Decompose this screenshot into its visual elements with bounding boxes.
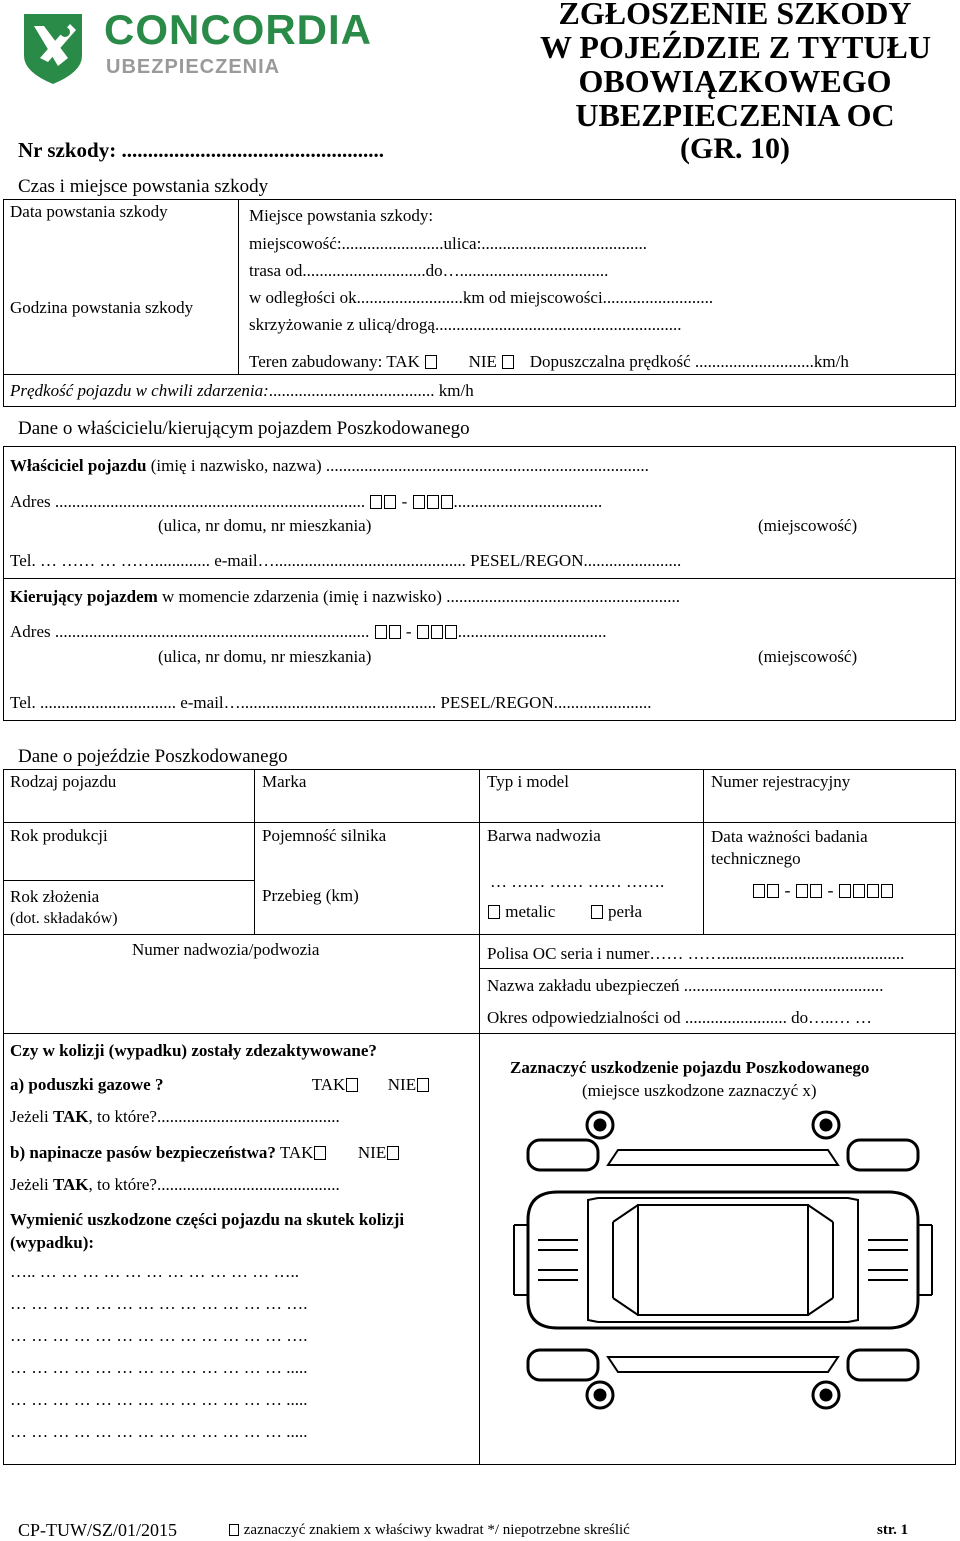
pretensioners-yes-checkbox[interactable] [314, 1146, 326, 1160]
place-crossing: skrzyżowanie z ulicą/drogą.......................................................... [249, 315, 682, 334]
claim-number: Nr szkody: .................................................. [18, 138, 384, 162]
place-distance: w odległości ok.........................km od miejscowości.......................... [249, 288, 714, 307]
date-label: Data powstania szkody [10, 202, 168, 221]
driver-city-hint: (miejscowość) [758, 647, 858, 666]
date-box[interactable] [810, 884, 822, 898]
parts-line-3: … … … … … … … … … … … … … …. [10, 1326, 308, 1345]
section2-table [3, 446, 956, 721]
date-box[interactable] [767, 884, 779, 898]
hour-label: Godzina powstania szkody [10, 298, 194, 317]
vin-label: Numer nadwozia/podwozia [132, 940, 320, 959]
engine-capacity-label: Pojemność silnika [262, 826, 387, 845]
airbags-yes-label: TAK [311, 1075, 346, 1094]
parts-line-6: … … … … … … … … … … … … … ..... [10, 1422, 308, 1441]
footer-note: zaznaczyć znakiem x właściwy kwadrat */ niepotrzebne skreślić [243, 1522, 630, 1538]
driver-row [10, 587, 680, 607]
assembly-year-line2: (dot. składaków) [10, 910, 118, 927]
logo [18, 6, 372, 88]
which-yes: TAK [52, 1107, 89, 1126]
document-title [540, 0, 930, 166]
date-box[interactable] [867, 884, 879, 898]
policy-number: Polisa OC seria i numer…… ……........................................... [487, 944, 905, 963]
which-prefix: Jeżeli [10, 1175, 53, 1194]
body-colour-label: Barwa nadwozia [487, 826, 601, 845]
pearl-label: perła [608, 902, 643, 921]
assembly-year-line1: Rok złożenia [10, 887, 100, 906]
which-rest: , to które?........................................... [88, 1175, 340, 1194]
production-year-label: Rok produkcji [10, 826, 108, 845]
inspection-date-line2: technicznego [711, 849, 801, 868]
postcode-box[interactable] [417, 625, 429, 639]
car-diagram[interactable] [508, 1110, 938, 1410]
registration-label: Numer rejestracyjny [711, 772, 851, 791]
pretensioners-no-label: NIE [357, 1143, 387, 1162]
postcode-box[interactable] [384, 495, 396, 509]
title-line-5: (GR. 10) [680, 132, 790, 165]
pearl-checkbox[interactable] [591, 905, 603, 919]
damage-mark-title: Zaznaczyć uszkodzenie pojazdu Poszkodowanego [510, 1058, 870, 1077]
speed-row [10, 381, 474, 401]
legend-checkbox-icon [229, 1524, 239, 1536]
builtup-no-label: NIE [468, 352, 497, 371]
insurer-name: Nazwa zakładu ubezpieczeń ............................................... [487, 976, 884, 995]
parts-line-4: … … … … … … … … … … … … … ..... [10, 1358, 308, 1377]
footer-note-row [228, 1522, 630, 1539]
airbags-yes-checkbox[interactable] [346, 1078, 358, 1092]
builtup-row [249, 352, 849, 372]
place-city: miejscowość:........................ulica:....................................... [249, 234, 648, 253]
owner-rest: (imię i nazwisko, nazwa) ............................................................................ [146, 456, 649, 475]
owner-city-hint: (miejscowość) [758, 516, 858, 535]
driver-rest: w momencie zdarzenia (imię i nazwisko) ....................................................... [157, 587, 680, 606]
concordia-logo-icon [18, 8, 88, 86]
driver-city: ................................... [457, 622, 607, 641]
builtup-label: Teren zabudowany: TAK [249, 352, 420, 371]
driver-address-row: Adres .......................................................................... - ................................... [10, 622, 607, 641]
which-yes: TAK [52, 1175, 89, 1194]
speed-value: ....................................... km/h [268, 381, 474, 400]
postcode-box[interactable] [375, 625, 387, 639]
which-prefix: Jeżeli [10, 1107, 53, 1126]
postcode-box[interactable] [441, 495, 453, 509]
policy-period: Okres odpowiedzialności od ........................ do…..… … [487, 1008, 872, 1027]
damaged-parts-line2: (wypadku): [10, 1233, 95, 1252]
speed-limit: Dopuszczalna prędkość ............................km/h [529, 352, 849, 371]
model-label: Typ i model [487, 772, 569, 791]
assembly-year-label [10, 886, 118, 930]
pretensioners-label: b) napinacze pasów bezpieczeństwa? [10, 1143, 276, 1162]
metallic-label: metalic [505, 902, 556, 921]
place-label: Miejsce powstania szkody: [249, 206, 434, 225]
postcode-box[interactable] [389, 625, 401, 639]
title-line-1: ZGŁOSZENIE SZKODY [558, 0, 912, 31]
vehicle-type-label: Rodzaj pojazdu [10, 772, 117, 791]
section1-heading: Czas i miejsce powstania szkody [18, 176, 269, 197]
postcode-box[interactable] [431, 625, 443, 639]
builtup-no-checkbox[interactable] [502, 355, 514, 369]
title-line-3: OBOWIĄZKOWEGO [578, 63, 892, 99]
owner-street-hint: (ulica, nr domu, nr mieszkania) [158, 516, 372, 535]
mileage-label: Przebieg (km) [262, 886, 359, 905]
driver-address: Adres .......................................................................... [10, 622, 370, 641]
postcode-box[interactable] [413, 495, 425, 509]
pretensioners-row [10, 1143, 400, 1163]
owner-address-row: Adres ......................................................................... - ................................... [10, 492, 603, 511]
form-code: CP-TUW/SZ/01/2015 [18, 1520, 178, 1540]
damaged-parts-line1: Wymienić uszkodzone części pojazdu na skutek kolizji [10, 1210, 405, 1229]
damage-mark-sub: (miejsce uszkodzone zaznaczyć x) [582, 1081, 817, 1100]
inspection-date-label [711, 826, 868, 870]
date-box[interactable] [753, 884, 765, 898]
postcode-box[interactable] [445, 625, 457, 639]
parts-line-5: … … … … … … … … … … … … … ..... [10, 1390, 308, 1409]
postcode-box[interactable] [427, 495, 439, 509]
driver-street-hint: (ulica, nr domu, nr mieszkania) [158, 647, 372, 666]
owner-label: Właściciel pojazdu [10, 456, 147, 475]
which-rest: , to które?........................................... [88, 1107, 340, 1126]
postcode-box[interactable] [370, 495, 382, 509]
owner-city: ................................... [453, 492, 603, 511]
speed-label: Prędkość pojazdu w chwili zdarzenia: [10, 381, 269, 400]
owner-tel-row: Tel. … …… … ……............. e-mail…............................................. PESEL/REGON....................... [10, 551, 682, 570]
page-number: str. 1 [877, 1522, 909, 1538]
pretensioners-yes-label: TAK [279, 1143, 314, 1162]
date-box[interactable] [881, 884, 893, 898]
metallic-checkbox[interactable] [488, 905, 500, 919]
airbags-no-label: NIE [387, 1075, 417, 1094]
owner-address: Adres ......................................................................... [10, 492, 366, 511]
section3-heading: Dane o pojeździe Poszkodowanego [18, 746, 288, 767]
airbags-label: a) poduszki gazowe ? [10, 1075, 164, 1094]
parts-line-1: ….. … … … … … … … … … … … ….. [10, 1262, 299, 1281]
place-route: trasa od.............................do…................................... [249, 261, 609, 280]
title-line-4: UBEZPIECZENIA OC [575, 97, 895, 133]
make-label: Marka [262, 772, 307, 791]
parts-line-2: … … … … … … … … … … … … … …. [10, 1294, 308, 1313]
airbags-no-checkbox[interactable] [417, 1078, 429, 1092]
colour-dots: … …… …… …… ……. [490, 872, 665, 891]
title-line-2: W POJEŹDZIE Z TYTUŁU [540, 29, 931, 65]
damaged-parts-label [10, 1208, 404, 1254]
driver-tel-row: Tel. ................................ e-mail….............................................. PESEL/REGON....................... [10, 693, 652, 712]
logo-brand: CONCORDIA [104, 6, 372, 53]
inspection-date-line1: Data ważności badania [711, 827, 868, 846]
builtup-yes-checkbox[interactable] [425, 355, 437, 369]
airbags-which [10, 1107, 340, 1127]
date-box[interactable] [853, 884, 865, 898]
airbags-row [10, 1075, 430, 1095]
inspection-date-boxes: - - [752, 880, 894, 901]
date-box[interactable] [839, 884, 851, 898]
driver-label: Kierujący pojazdem [10, 587, 158, 606]
owner-row [10, 456, 649, 476]
paint-options [487, 902, 642, 922]
pretensioners-which [10, 1175, 340, 1195]
section2-heading: Dane o właścicielu/kierującym pojazdem Poszkodowanego [18, 418, 470, 439]
deactivation-question: Czy w kolizji (wypadku) zostały zdezaktywowane? [10, 1041, 377, 1060]
logo-sub: UBEZPIECZENIA [106, 56, 281, 78]
pretensioners-no-checkbox[interactable] [387, 1146, 399, 1160]
date-box[interactable] [796, 884, 808, 898]
